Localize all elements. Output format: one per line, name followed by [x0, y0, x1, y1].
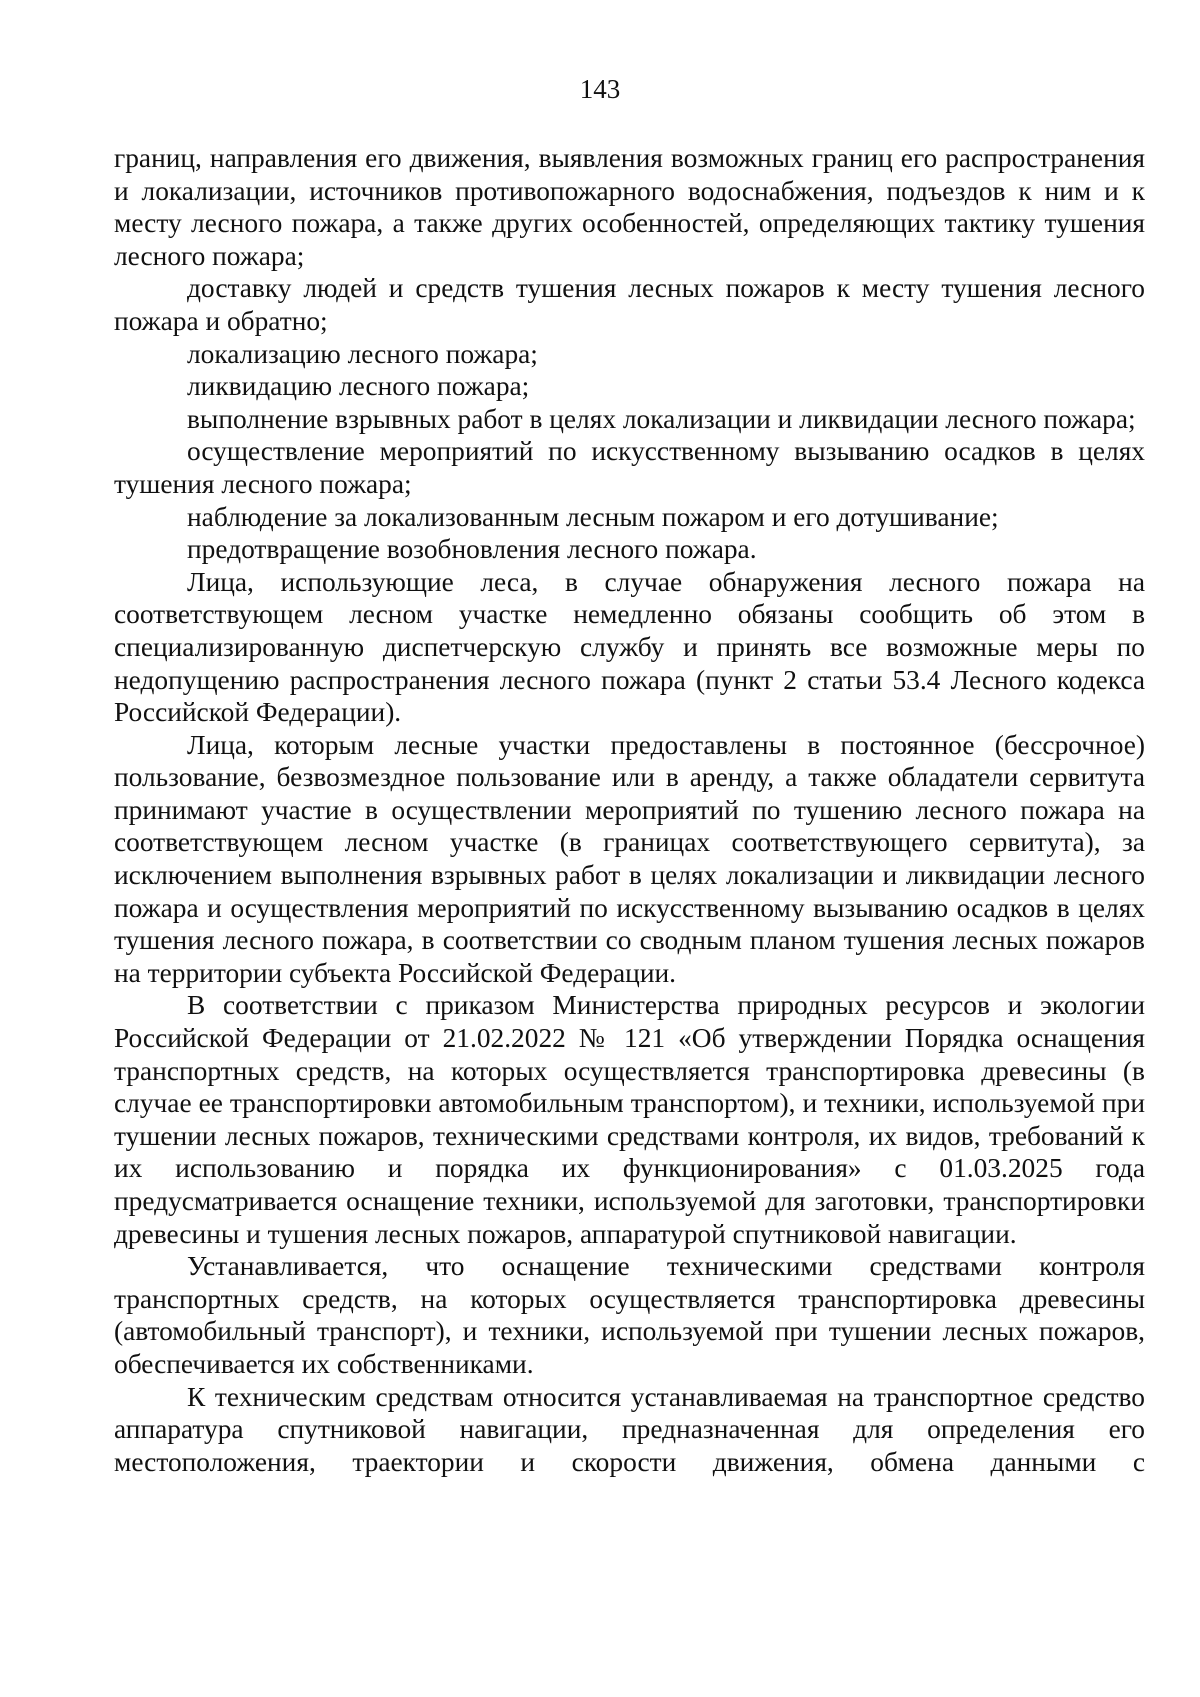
list-item-localization: локализацию лесного пожара;	[187, 338, 538, 369]
paragraph-lease-holders-participation: Лица, которым лесные участки предоставлены в постоянное (бессрочное) пользование, безвозмездное пользование или в аренду, а также обладатели сервитута принимают участие в осуществлении мероприятий по тушению лесного пожара на соответствующем лесном участке (в границах соответствующего сервитута), за исключением выполнения взрывных работ в целях локализации и ликвидации лесного пожара и осуществления мероприятий по искусственному вызыванию осадков в целях тушения лесного пожара, в соответствии со сводным планом тушения лесных пожаров на территории субъекта Российской Федерации.	[114, 729, 1145, 988]
list-item-delivery: доставку людей и средств тушения лесных пожаров к месту тушения лесного пожара и обратно;	[114, 273, 1145, 336]
paragraph-technical-means: К техническим средствам относится устанавливаемая на транспортное средство аппаратура спутниковой навигации, предназначенная для определения его местоположения, траектории и скорости движения, обмена данными с	[114, 1381, 1145, 1477]
paragraph-ministry-order: В соответствии с приказом Министерства природных ресурсов и экологии Российской Федерации от 21.02.2022 № 121 «Об утверждении Порядка оснащения транспортных средств, на которых осуществляется транспортировка древесины (в случае ее транспортировки автомобильным транспортом), и техники, используемой при тушении лесных пожаров, техническими средствами контроля, их видов, требований к их использованию и порядка их функционирования» с 01.03.2025 года предусматривается оснащение техники, используемой для заготовки, транспортировки древесины и тушения лесных пожаров, аппаратурой спутниковой навигации.	[114, 990, 1145, 1249]
body-text	[114, 142, 1145, 1478]
list-item-prevention: предотвращение возобновления лесного пожара.	[187, 534, 757, 565]
page-number: 143	[579, 74, 621, 104]
list-item-explosive-works: выполнение взрывных работ в целях локализации и ликвидации лесного пожара;	[187, 403, 1136, 434]
paragraph-fire-reconnaissance-continuation: границ, направления его движения, выявления возможных границ его распространения и локализации, источников противопожарного водоснабжения, подъездов к ним и к месту лесного пожара, а также других особенностей, определяющих тактику тушения лесного пожара;	[114, 143, 1145, 271]
list-item-observation: наблюдение за локализованным лесным пожаром и его дотушивание;	[187, 501, 999, 532]
list-item-artificial-precipitation: осуществление мероприятий по искусственному вызыванию осадков в целях тушения лесного пожара;	[114, 436, 1145, 499]
paragraph-equipment-owners: Устанавливается, что оснащение техническими средствами контроля транспортных средств, на которых осуществляется транспортировка древесины (автомобильный транспорт), и техники, используемой при тушении лесных пожаров, обеспечивается их собственниками.	[114, 1251, 1145, 1379]
paragraph-forest-users-duty: Лица, использующие леса, в случае обнаружения лесного пожара на соответствующем лесном участке немедленно обязаны сообщить об этом в специализированную диспетчерскую службу и принять все возможные меры по недопущению распространения лесного пожара (пункт 2 статьи 53.4 Лесного кодекса Российской Федерации).	[114, 566, 1145, 728]
list-item-liquidation: ликвидацию лесного пожара;	[187, 371, 530, 402]
